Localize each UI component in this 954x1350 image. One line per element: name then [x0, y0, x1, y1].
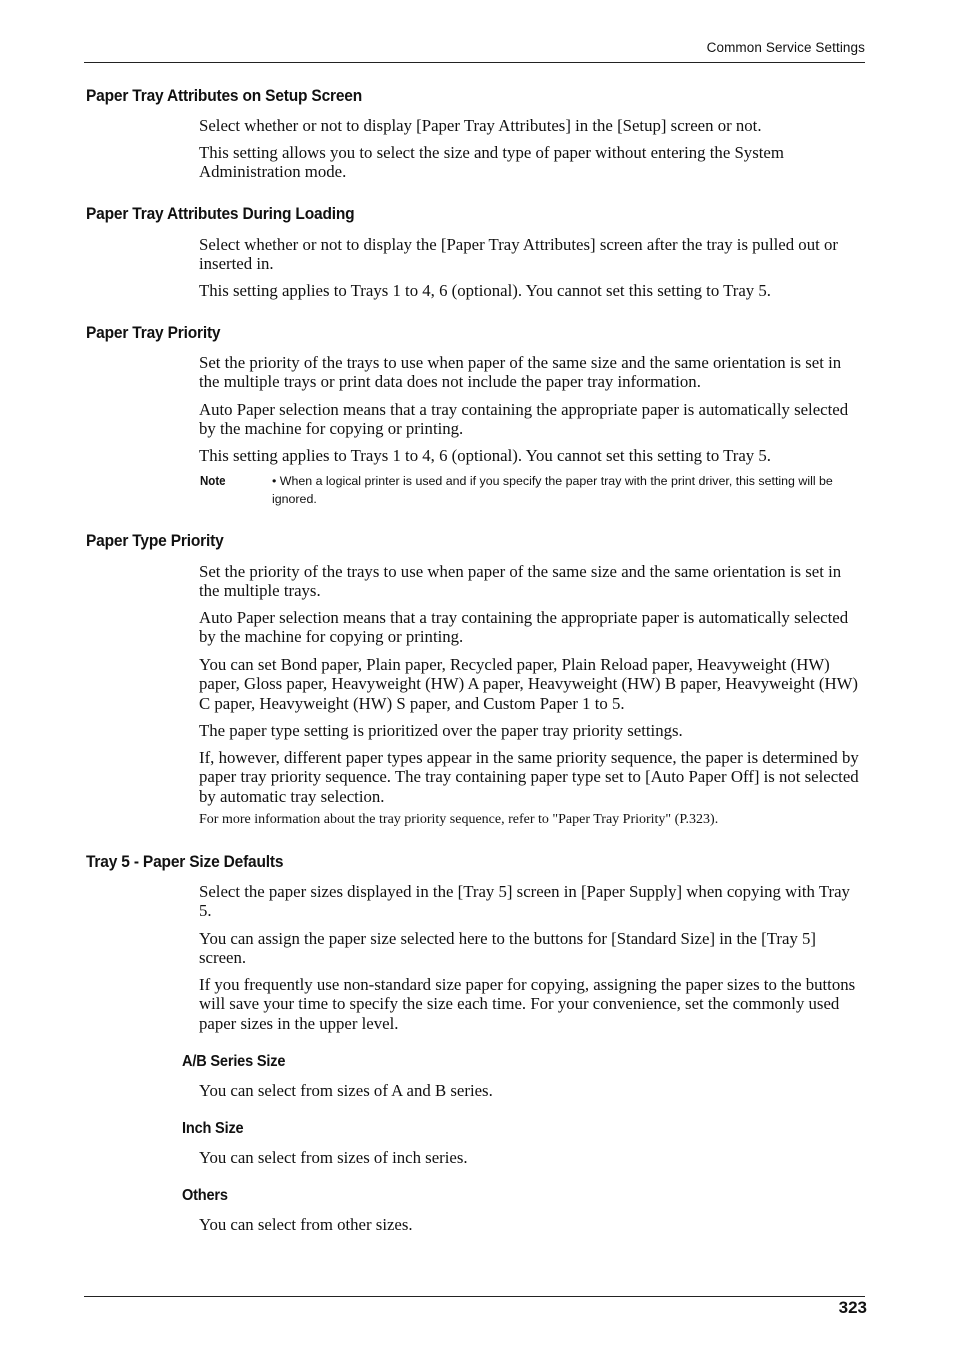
paragraph: Auto Paper selection means that a tray containing the appropriate paper is automatically selected by the machine for copying or printing.: [199, 400, 849, 439]
section-heading: Paper Tray Priority: [86, 324, 221, 342]
header-rule: [84, 62, 865, 63]
paragraph: Set the priority of the trays to use when paper of the same size and the same orientation is set in the multiple trays or print data does not include the paper tray information.: [199, 353, 842, 392]
paragraph: Select whether or not to display the [Paper Tray Attributes] screen after the tray is pulled out or inserted in.: [199, 235, 838, 274]
section-heading: Paper Type Priority: [86, 532, 224, 550]
footer-rule: [84, 1296, 865, 1297]
note-text: • When a logical printer is used and if you specify the paper tray with the print driver, this setting will be ignored.: [272, 474, 833, 506]
cross-reference: For more information about the tray priority sequence, refer to "Paper Tray Priority" (P.323).: [199, 812, 719, 827]
page-number: 323: [838, 1298, 867, 1317]
paragraph: This setting applies to Trays 1 to 4, 6 (optional). You cannot set this setting to Tray 5.: [199, 281, 771, 300]
running-header: Common Service Settings: [706, 40, 865, 55]
paragraph: If you frequently use non-standard size paper for copying, assigning the paper sizes to the buttons will save your time to specify the size each time. For your convenience, set the commonly used paper sizes in the upper level.: [199, 975, 856, 1033]
paragraph: You can set Bond paper, Plain paper, Recycled paper, Plain Reload paper, Heavyweight (HW) paper, Gloss paper, Heavyweight (HW) A paper, Heavyweight (HW) B paper, Heavyweight (HW) C paper, Heavyweight (HW) S paper, and Custom Paper 1 to 5.: [199, 655, 859, 713]
paragraph: Select whether or not to display [Paper Tray Attributes] in the [Setup] screen or not.: [199, 116, 762, 135]
paragraph: The paper type setting is prioritized over the paper tray priority settings.: [199, 721, 683, 740]
paragraph: If, however, different paper types appear in the same priority sequence, the paper is determined by paper tray priority sequence. The tray containing paper type set to [Auto Paper Off] is not selected by automatic tray selection.: [199, 748, 859, 806]
section-heading: Paper Tray Attributes During Loading: [86, 205, 355, 223]
subsection-heading: Inch Size: [182, 1120, 244, 1137]
paragraph: You can select from sizes of inch series.: [199, 1148, 468, 1167]
paragraph: This setting applies to Trays 1 to 4, 6 (optional). You cannot set this setting to Tray 5.: [199, 446, 771, 465]
section-heading: Tray 5 - Paper Size Defaults: [86, 853, 284, 871]
section-heading: Paper Tray Attributes on Setup Screen: [86, 87, 363, 105]
paragraph: This setting allows you to select the size and type of paper without entering the System Administration mode.: [199, 143, 784, 182]
paragraph: You can select from other sizes.: [199, 1215, 413, 1234]
subsection-heading: Others: [182, 1187, 228, 1204]
paragraph: Select the paper sizes displayed in the [Tray 5] screen in [Paper Supply] when copying with Tray 5.: [199, 882, 850, 921]
paragraph: You can assign the paper size selected here to the buttons for [Standard Size] in the [Tray 5] screen.: [199, 929, 817, 968]
paragraph: You can select from sizes of A and B series.: [199, 1081, 493, 1100]
subsection-heading: A/B Series Size: [182, 1053, 286, 1070]
paragraph: Auto Paper selection means that a tray containing the appropriate paper is automatically selected by the machine for copying or printing.: [199, 608, 849, 647]
paragraph: Set the priority of the trays to use when paper of the same size and the same orientation is set in the multiple trays.: [199, 562, 842, 601]
note-label: Note: [200, 474, 226, 488]
